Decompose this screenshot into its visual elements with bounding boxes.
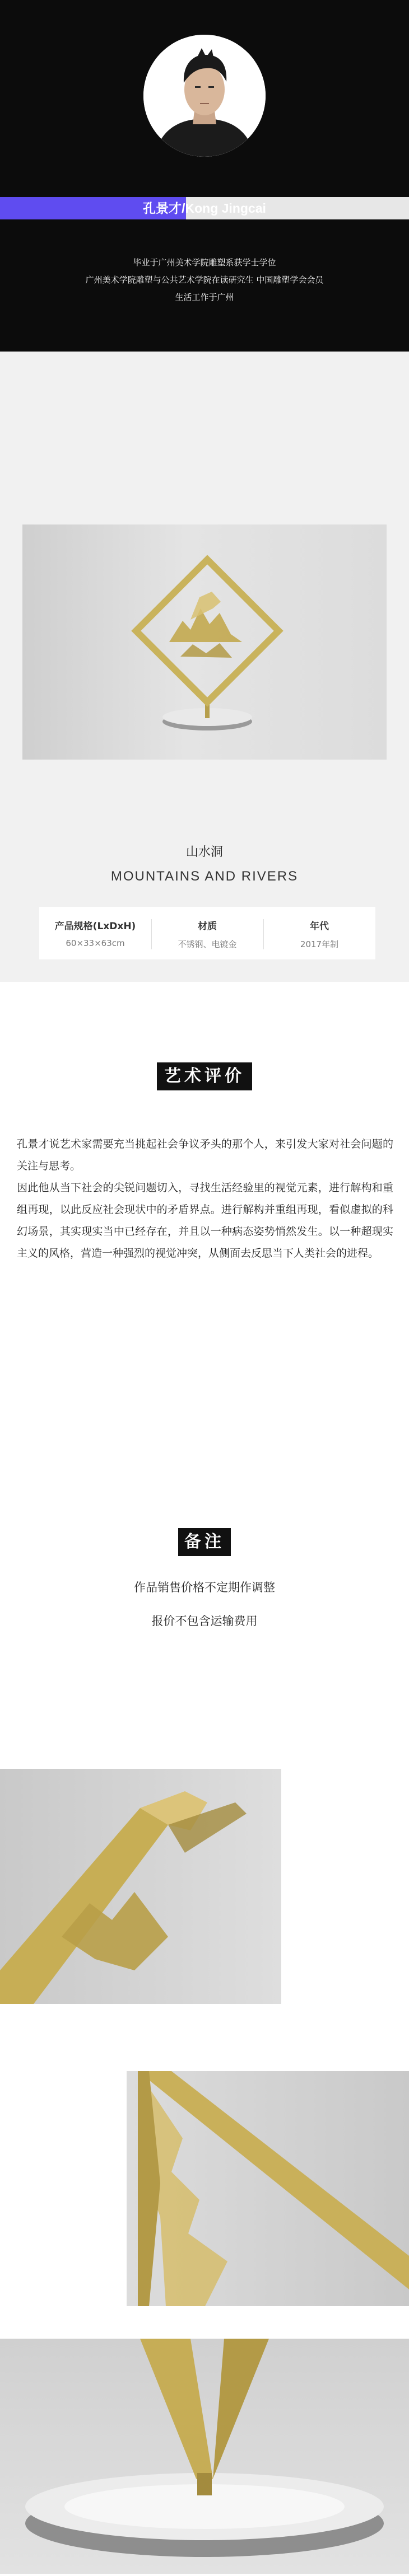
work-title-cn: 山水洞 [185, 845, 223, 859]
review-text [17, 1134, 393, 1264]
spec-year [263, 907, 375, 959]
work-title-en: MOUNTAINS AND RIVERS [110, 869, 299, 884]
spec-material [151, 907, 263, 959]
sculpture-base [0, 2339, 409, 2574]
note-line: 作品销售价格不定期作调整 [134, 1581, 275, 1594]
spec-label: 材质 [198, 921, 217, 932]
review-paragraph: 孔景才说艺术家需要充当挑起社会争议矛头的那个人，来引发大家对社会问题的关注与思考。 [17, 1138, 393, 1172]
note-line: 报价不包含运输费用 [151, 1614, 258, 1628]
review-heading: 艺术评价 [157, 1062, 252, 1090]
spec-label: 年代 [310, 921, 329, 932]
notes-heading: 备注 [178, 1528, 231, 1556]
artist-bio [0, 254, 409, 306]
spec-table [39, 907, 375, 959]
sculpture-detail-corner [127, 2071, 409, 2306]
review-paragraph: 因此他从当下社会的尖锐问题切入，寻找生活经验里的视觉元素，进行解构和重组再现，以此反应社会现状中的矛盾界点。进行解构并重组再现，看似虚拟的科幻场景，其实现实当中已经存在，并且以一种病态姿势悄然发生。以一种超现实主义的风格，营造一种强烈的视觉冲突，从侧面去反思当下人类社会的进程。 [17, 1182, 393, 1259]
bio-line: 广州美术学院雕塑与公共艺术学院在读研究生 中国雕塑学会会员 [85, 275, 324, 285]
bio-line: 生活工作于广州 [175, 292, 234, 302]
artist-name: 孔景才/Kong Jingcai [143, 201, 266, 216]
spec-value: 60×33×63cm [66, 938, 125, 948]
sculpture-photo [22, 524, 387, 760]
artist-portrait [143, 35, 266, 157]
sculpture-detail-top [0, 1769, 281, 2004]
bio-line: 毕业于广州美术学院雕塑系获学士学位 [133, 257, 276, 268]
spec-value: 2017年制 [300, 939, 339, 949]
spec-label: 产品规格(LxDxH) [54, 921, 136, 932]
spec-value: 不锈钢、电镀金 [178, 939, 237, 949]
spec-size [39, 907, 151, 959]
